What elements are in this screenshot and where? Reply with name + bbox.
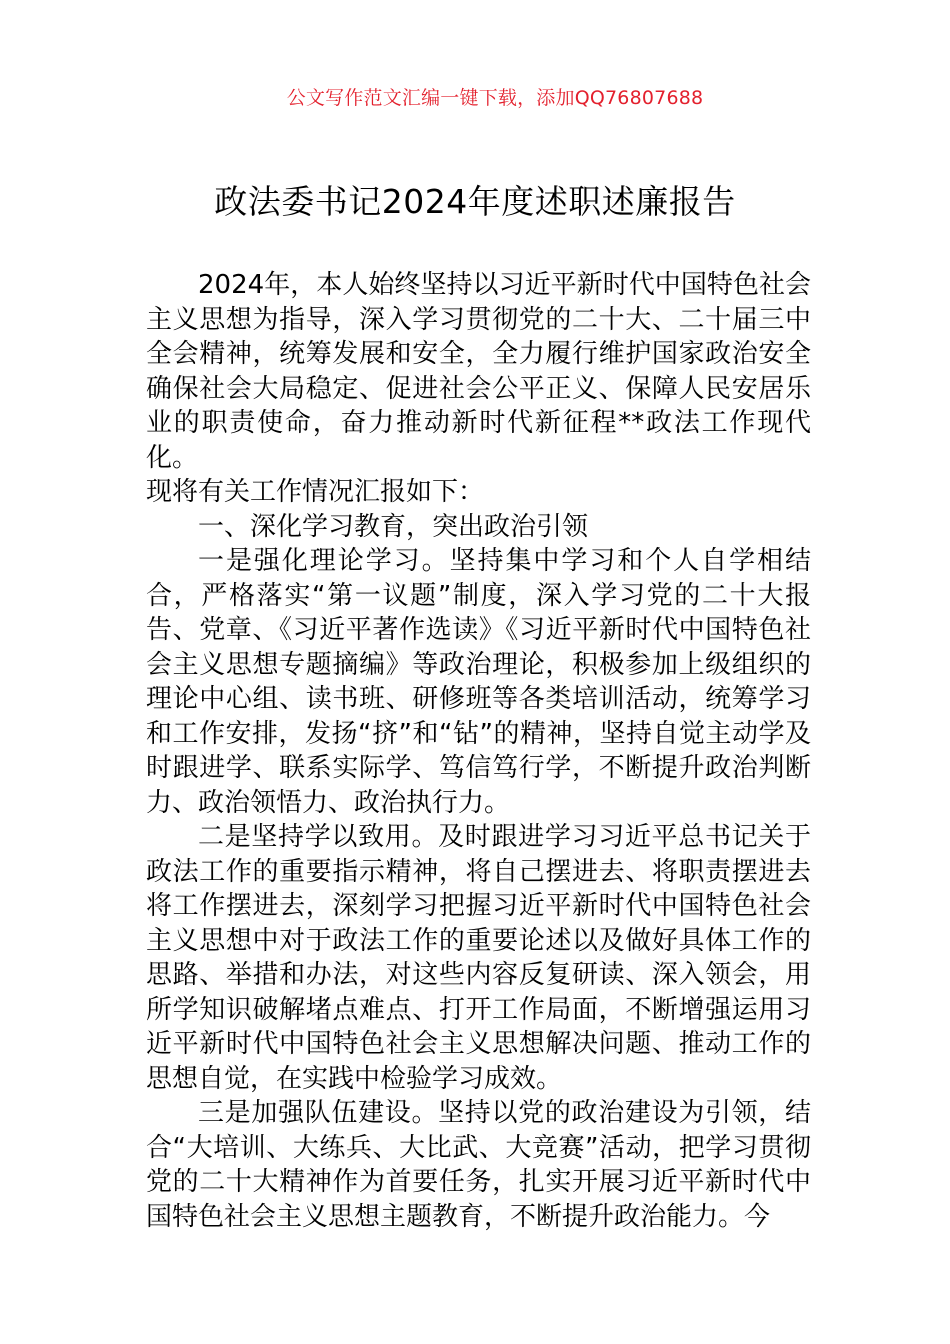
section-heading-1: 一、深化学习教育，突出政治引领 (198, 511, 589, 542)
paragraph-report-lead: 现将有关工作情况汇报如下： (146, 477, 485, 507)
paragraph-intro: 2024年，本人始终坚持以习近平新时代中国特色社会主义思想为指导，深入学习贯彻党的二十大、二十届三中全会精神，统筹发展和安全，全力履行维护国家政治安全确保社会大局稳定、促进社会公平正义、保障人民安居乐业的职责使命，奋力推动新时代新征程**政法工作现代化。 (146, 270, 811, 473)
document-title: 政法委书记2024年度述职述廉报告 (214, 182, 736, 221)
download-watermark: 公文写作范文汇编一键下载，添加QQ76807688 (286, 87, 704, 109)
document-body (146, 268, 811, 1234)
paragraph-team-building: 三是加强队伍建设。坚持以党的政治建设为引领，结合“大培训、大练兵、大比武、大竞赛”活动，把学习贯彻党的二十大精神作为首要任务，扎实开展习近平新时代中国特色社会主义思想主题教育，不断提升政治能力。今 (146, 1098, 811, 1232)
paragraph-theory-study: 一是强化理论学习。坚持集中学习和个人自学相结合，严格落实“第一议题”制度，深入学习党的二十大报告、党章、《习近平著作选读》《习近平新时代中国特色社会主义思想专题摘编》等政治理论，积极参加上级组织的理论中心组、读书班、研修班等各类培训活动，统筹学习和工作安排，发扬“挤”和“钻”的精神，坚持自觉主动学及时跟进学、联系实际学、笃信笃行学，不断提升政治判断力、政治领悟力、政治执行力。 (146, 546, 811, 818)
paragraph-apply-learning: 二是坚持学以致用。及时跟进学习习近平总书记关于政法工作的重要指示精神，将自己摆进去、将职责摆进去将工作摆进去，深刻学习把握习近平新时代中国特色社会主义思想中对于政法工作的重要论述以及做好具体工作的思路、举措和办法，对这些内容反复研读、深入领会，用所学知识破解堵点难点、打开工作局面，不断增强运用习近平新时代中国特色社会主义思想解决问题、推动工作的思想自觉，在实践中检验学习成效。 (146, 822, 811, 1094)
